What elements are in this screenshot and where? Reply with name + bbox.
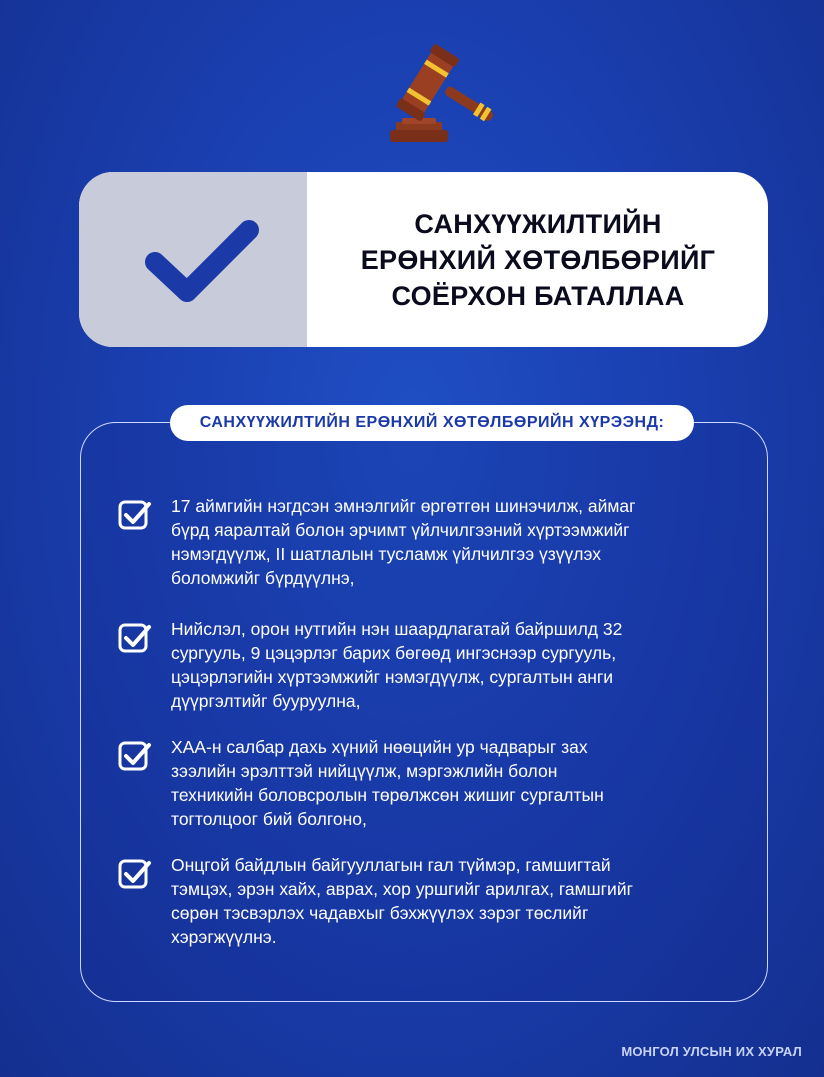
text-line: Онцгой байдлын байгууллагын гал түймэр, гамшигтай bbox=[171, 855, 611, 875]
title-line-2: ЕРӨНХИЙ ХӨТӨЛБӨРИЙГ bbox=[360, 244, 716, 275]
banner-check-panel bbox=[79, 172, 307, 347]
list-item-text bbox=[171, 617, 731, 713]
page-title bbox=[323, 172, 753, 347]
checkbox-checked-icon bbox=[118, 621, 152, 655]
title-line-3: СОЁРХОН БАТАЛЛАА bbox=[391, 280, 685, 311]
list-item-text bbox=[171, 853, 731, 949]
checkbox-checked-icon bbox=[118, 857, 152, 891]
gavel-icon bbox=[388, 44, 508, 148]
text-line: нэмэгдүүлж, II шатлалын тусламж үйлчилгээ үзүүлэх bbox=[171, 544, 601, 564]
text-line: бүрд яаралтай болон эрчимт үйлчилгээний хүртээмжийг bbox=[171, 520, 630, 540]
text-line: Нийслэл, орон нутгийн нэн шаардлагатай байршилд 32 bbox=[171, 619, 623, 639]
text-line: цэцэрлэгийн хүртээмжийг нэмэгдүүлж, сургалтын анги bbox=[171, 667, 614, 687]
title-banner bbox=[79, 172, 768, 347]
panel-header: САНХҮҮЖИЛТИЙН ЕРӨНХИЙ ХӨТӨЛБӨРИЙН ХҮРЭЭНД: bbox=[170, 405, 694, 441]
checkbox-checked-icon bbox=[118, 498, 152, 532]
text-line: 17 аймгийн нэгдсэн эмнэлгийг өргөтгөн шинэчилж, аймаг bbox=[171, 496, 636, 516]
text-line: ХАА-н салбар дахь хүний нөөцийн ур чадварыг зах bbox=[171, 737, 588, 757]
title-line-1: САНХҮҮЖИЛТИЙН bbox=[414, 208, 662, 239]
footer-org-name: МОНГОЛ УЛСЫН ИХ ХУРАЛ bbox=[621, 1044, 802, 1059]
text-line: сургууль, 9 цэцэрлэг барих бөгөөд ингэснээр сургууль, bbox=[171, 643, 617, 663]
list-item-text bbox=[171, 494, 731, 590]
text-line: боломжийг бүрдүүлнэ, bbox=[171, 568, 355, 588]
text-line: хэрэгжүүлнэ. bbox=[171, 927, 277, 947]
text-line: дүүргэлтийг бууруулна, bbox=[171, 691, 361, 711]
text-line: зээлийн эрэлттэй нийцүүлж, мэргэжлийн болон bbox=[171, 761, 558, 781]
text-line: тэмцэх, эрэн хайх, аврах, хор уршгийг арилгах, гамшгийг bbox=[171, 879, 633, 899]
checkbox-checked-icon bbox=[118, 739, 152, 773]
text-line: сөрөн тэсвэрлэх чадавхыг бэхжүүлэх зэрэг төслийг bbox=[171, 903, 589, 923]
text-line: тогтолцоог бий болгоно, bbox=[171, 809, 367, 829]
checkmark-icon bbox=[143, 216, 261, 306]
text-line: техникийн боловсролын төрөлжсөн жишиг сургалтын bbox=[171, 785, 604, 805]
list-item-text bbox=[171, 735, 731, 831]
